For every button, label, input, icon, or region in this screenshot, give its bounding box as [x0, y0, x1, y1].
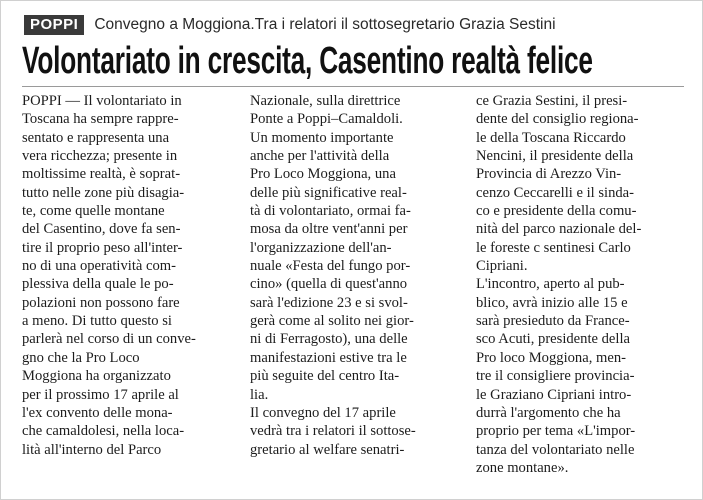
text-line: per il prossimo 17 aprile al — [22, 386, 179, 403]
text-line: nità del parco nazionale del- — [476, 221, 642, 238]
text-line: vera ricchezza; presente in — [22, 148, 178, 165]
text-line: del Casentino, dove fa sen- — [22, 221, 181, 238]
text-line: a meno. Di tutto questo si — [22, 313, 172, 330]
kicker-text: Convegno a Moggiona.Tra i relatori il sottosegretario Grazia Sestini — [94, 16, 556, 33]
text-line: Toscana ha sempre rappre- — [22, 111, 179, 128]
text-line: lità all'interno del Parco — [22, 441, 162, 458]
text-line: Un momento importante — [250, 129, 394, 146]
text-line: no di una operatività com- — [22, 258, 176, 275]
text-line: delle più significative real- — [250, 184, 407, 201]
text-line: sentato e rappresenta una — [22, 129, 170, 146]
text-line: zone montane». — [476, 459, 569, 476]
text-line: blico, avrà inizio alle 15 e — [476, 294, 628, 311]
article-column-1 — [22, 92, 227, 459]
section-tag: POPPI — [24, 15, 84, 35]
text-line: ni di Ferragosto), una delle — [250, 331, 408, 348]
text-line: moltissime realtà, è soprat- — [22, 166, 181, 183]
headline-rule — [22, 86, 684, 87]
text-line: Moggiona ha organizzato — [22, 368, 171, 385]
text-line: polazioni non possono fare — [22, 294, 180, 311]
text-line: nuale «Festa del fungo por- — [250, 258, 411, 275]
text-line: tre il consigliere provincia- — [476, 368, 635, 385]
text-line: cino» (quella di quest'anno — [250, 276, 408, 293]
text-line: Provincia di Arezzo Vin- — [476, 166, 622, 183]
text-line: tutto nelle zone più disagia- — [22, 184, 185, 201]
text-line: l'organizzazione dell'an- — [250, 239, 392, 256]
text-line: manifestazioni estive tra le — [250, 349, 407, 366]
text-line: L'incontro, aperto al pub- — [476, 276, 625, 293]
text-line: plessiva della quale le po- — [22, 276, 174, 293]
text-line: Ponte a Poppi–Camaldoli. — [250, 111, 403, 128]
text-line: l'ex convento delle mona- — [22, 404, 173, 421]
text-line: co e presidente della comu- — [476, 203, 637, 220]
text-line: le foreste c sentinesi Carlo — [476, 239, 631, 256]
text-line: Nazionale, sulla direttrice — [250, 93, 401, 109]
text-line: vedrà tra i relatori il sottose- — [250, 423, 416, 440]
text-line: Il convegno del 17 aprile — [250, 404, 396, 421]
text-line: cenzo Ceccarelli e il sinda- — [476, 184, 635, 201]
text-line: tire il proprio peso all'inter- — [22, 239, 183, 256]
text-line: gno che la Pro Loco — [22, 349, 140, 366]
text-line: dente del consiglio regiona- — [476, 111, 639, 128]
text-line: sarà l'edizione 23 e si svol- — [250, 294, 408, 311]
text-line: lia. — [250, 386, 269, 403]
text-line: gerà come al solito nei gior- — [250, 313, 414, 330]
text-line: POPPI — Il volontariato in — [22, 93, 182, 109]
text-line: Pro Loco Moggiona, una — [250, 166, 396, 183]
text-line: più seguite del centro Ita- — [250, 368, 400, 385]
text-line: Nencini, il presidente della — [476, 148, 634, 165]
headline: Volontariato in crescita, Casentino realtà felice — [22, 40, 593, 82]
article-column-3 — [476, 92, 681, 477]
text-line: che camaldolesi, nella loca- — [22, 423, 185, 440]
text-line: ce Grazia Sestini, il presi- — [476, 93, 628, 109]
text-line: anche per l'attività della — [250, 148, 390, 165]
text-line: tanza del volontariato nelle — [476, 441, 635, 458]
text-line: mosa da oltre vent'anni per — [250, 221, 408, 238]
text-line: le Graziano Cipriani intro- — [476, 386, 632, 403]
text-line: tà di volontariato, ormai fa- — [250, 203, 411, 220]
text-line: sco Acuti, presidente della — [476, 331, 630, 348]
text-line: parlerà nel corso di un conve- — [22, 331, 196, 348]
text-line: sarà presieduto da France- — [476, 313, 630, 330]
text-line: te, come quelle montane — [22, 203, 165, 220]
text-line: durrà l'argomento che ha — [476, 404, 621, 421]
text-line: gretario al welfare senatri- — [250, 441, 405, 458]
text-line: Pro loco Moggiona, men- — [476, 349, 626, 366]
text-line: le della Toscana Riccardo — [476, 129, 626, 146]
article-column-2 — [250, 92, 456, 459]
text-line: Cipriani. — [476, 258, 528, 275]
text-line: proprio per tema «L'impor- — [476, 423, 636, 440]
kicker — [24, 14, 556, 36]
